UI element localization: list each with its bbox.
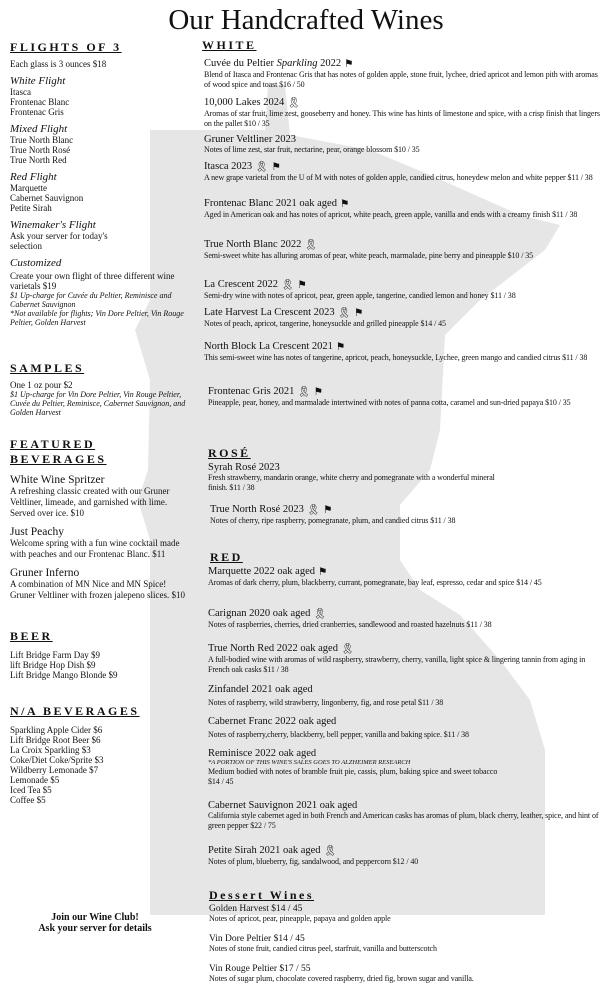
award-flag-icon: ⚑	[344, 59, 354, 70]
wine-name: Vin Rouge Peltier $17 / 55	[209, 964, 311, 974]
flights-intro: Each glass is 3 ounces $18	[10, 59, 107, 69]
award-ribbon-icon: 🎗	[313, 609, 327, 620]
mixed-flight-item: True North Red	[10, 155, 67, 165]
featured-heading: FEATURED BEVERAGES	[10, 437, 107, 466]
wine-desc: Notes of raspberry,cherry, blackberry, bell pepper, vanilla and baking spice. $11 / 38	[208, 730, 469, 739]
wine-name: Cabernet Franc 2022 oak aged	[208, 716, 337, 727]
beer-item: Lift Bridge Mango Blonde $9	[10, 670, 118, 680]
rose-heading: ROSÉ	[208, 446, 251, 460]
award-flag-icon: ⚑	[297, 280, 307, 291]
award-flag-icon: ⚑	[271, 162, 281, 173]
wine-name: True North Rosé 2023	[210, 504, 304, 515]
wine-entry	[208, 566, 602, 588]
wine-name: True North Blanc 2022	[204, 239, 302, 250]
wine-desc: A new grape varietal from the U of M with notes of golden apple, candied citrus, honeydew melon and white pepper $11 / 38	[204, 173, 593, 182]
custom-flight-note: $1 Up-charge for Cuvée du Peltier, Reminisce and Cabernet Sauvignon	[10, 291, 172, 309]
white-flight-title: White Flight	[10, 75, 66, 87]
charity-note: *A PORTION OF THIS WINE'S SALES GOES TO ALZHEIMER RESEARCH	[208, 759, 411, 766]
dessert-heading: Dessert Wines	[209, 888, 315, 902]
wine-name: Itasca 2023	[204, 161, 253, 172]
wine-entry	[208, 844, 602, 867]
na-item: Coke/Diet Coke/Sprite $3	[10, 755, 104, 765]
wine-entry	[208, 642, 602, 674]
wine-entry	[208, 684, 602, 708]
wine-name: Cabernet Sauvignon 2021 oak aged	[208, 800, 358, 811]
wine-entry	[208, 716, 602, 740]
wine-entry	[204, 341, 602, 363]
award-flag-icon: ⚑	[353, 308, 364, 319]
wine-entry	[208, 800, 602, 830]
wine-desc: Semi-dry wine with notes of apricot, pear, green apple, tangerine, candied lemon and honey $11 / 38	[204, 291, 516, 300]
left-column	[10, 40, 192, 805]
na-item: Lift Bridge Root Beer $6	[10, 735, 101, 745]
na-item: Iced Tea $5	[10, 785, 52, 795]
wine-entry	[204, 238, 602, 261]
white-flight-item: Itasca	[10, 87, 31, 97]
featured-name: White Wine Spritzer	[10, 474, 105, 486]
wine-style: Sparkling	[276, 58, 318, 69]
white-heading: WHITE	[202, 38, 257, 52]
award-ribbon-icon: 🎗	[337, 308, 351, 319]
na-item: Wildberry Lemonade $7	[10, 765, 99, 775]
wine-entry	[204, 58, 602, 89]
wine-desc: Aged in American oak and has notes of apricot, white peach, green apple, vanilla and ends with a creamy finish $11 / 38	[204, 210, 578, 219]
wine-desc: Notes of plum, blueberry, fig, sandalwood, and peppercorn $12 / 40	[208, 857, 419, 866]
wine-name: Frontenac Blanc 2021 oak aged	[204, 198, 337, 209]
wine-desc: Notes of lime zest, star fruit, nectarine, pear, orange blossom $10 / 35	[204, 145, 420, 154]
wine-desc: Notes of sugar plum, chocolate covered raspberry, dried fig, brown sugar and vanilla.	[209, 974, 474, 983]
wine-name: North Block La Crescent 2021	[204, 341, 333, 352]
award-flag-icon: ⚑	[323, 505, 333, 516]
wine-desc: Notes of raspberry, wild strawberry, lingonberry, fig, and rose petal $11 / 38	[208, 698, 444, 707]
red-heading: RED	[210, 550, 243, 564]
na-item: Lemonade $5	[10, 775, 60, 785]
wine-name: Frontenac Gris 2021	[208, 386, 295, 397]
beer-item: Lift Bridge Farm Day $9	[10, 650, 100, 660]
red-flight-item: Marquette	[10, 183, 47, 193]
wine-entry	[204, 306, 602, 329]
na-item: Coffee $5	[10, 795, 46, 805]
wine-entry	[208, 462, 602, 492]
wine-desc: Notes of cherry, ripe raspberry, pomegranate, plum, and candied citrus $11 / 38	[210, 516, 456, 525]
featured-name: Gruner Inferno	[10, 567, 80, 579]
na-item: Sparkling Apple Cider $6	[10, 725, 103, 735]
wine-desc: Blend of Itasca and Frontenac Gris that has notes of golden apple, stone fruit, lychee, dried apricot and lemon pith with aromas of wood spice and toast $16 / 50	[204, 70, 598, 89]
wine-name: Golden Harvest $14 / 45	[209, 904, 303, 914]
wine-desc: This semi-sweet wine has notes of tangerine, apricot, peach, honeysuckle, Lychee, green mango and candied citrus $11 / 38	[204, 353, 588, 362]
wine-desc: Aromas of dark cherry, plum, blackberry, currant, pomegranate, bay leaf, espresso, cedar and spice $14 / 45	[208, 578, 542, 587]
beer-heading: BEER	[10, 629, 53, 643]
beer-item: lift Bridge Hop Dish $9	[10, 660, 96, 670]
award-ribbon-icon: 🎗	[297, 387, 311, 398]
mixed-flight-item: True North Rosé	[10, 145, 71, 155]
wine-desc: Fresh strawberry, mandarin orange, white cherry and pomegranate with a wonderful mineral finish. $11 / 38	[208, 473, 495, 492]
featured-desc: Welcome spring with a fun wine cocktail made with peaches and our Frontenac Blanc. $11	[10, 538, 180, 559]
winemaker-flight-title: Winemaker's Flight	[10, 219, 96, 231]
custom-flight-desc: Create your own flight of three different wine varietals $19	[10, 271, 175, 291]
red-flight-item: Petite Sirah	[10, 203, 52, 213]
wine-desc: A full-bodied wine with aromas of wild raspberry, strawberry, cherry, vanilla, light spice & lingering tannin from aging in French oak casks $11 / 38	[208, 655, 586, 674]
award-ribbon-icon: 🎗	[287, 98, 301, 109]
wine-entry	[204, 160, 602, 183]
wine-name: La Crescent 2022	[204, 279, 279, 290]
award-ribbon-icon: 🎗	[340, 644, 355, 655]
wine-entry	[204, 96, 602, 128]
wine-name: Marquette 2022 oak aged	[208, 566, 316, 577]
wine-name: Vin Dore Peltier $14 / 45	[209, 934, 305, 944]
wine-desc: Notes of apricot, pear, pineapple, papaya and golden apple	[209, 914, 391, 923]
wine-entry	[208, 607, 602, 630]
wine-entry	[209, 964, 602, 984]
wine-name: Petite Sirah 2021 oak aged	[208, 845, 321, 856]
wine-name: Syrah Rosé 2023	[208, 462, 280, 473]
featured-desc: A refreshing classic created with our Gruner Veltliner, limeade, and garnished with lime. Served over ice. $10	[10, 486, 170, 518]
wine-name: True North Red 2022 oak aged	[208, 643, 338, 654]
featured-desc: A combination of MN Nice and MN Spice! Gruner Veltliner with frozen jalepeno slices. $10	[10, 579, 186, 600]
samples-note: $1 Up-charge for Vin Dore Peltier, Vin Rouge Peltier, Cuvée du Peltier, Reminisce, Cabernet Sauvignon, and Golden Harvest	[10, 390, 186, 417]
winemaker-flight-desc: Ask your server for today's selection	[10, 231, 108, 251]
wine-club-callout	[10, 912, 180, 934]
wine-name: Gruner Veltliner 2023	[204, 134, 296, 145]
wine-name: Carignan 2020 oak aged	[208, 608, 311, 619]
award-ribbon-icon: 🎗	[304, 240, 318, 251]
award-flag-icon: ⚑	[335, 342, 346, 353]
wine-desc: Notes of peach, apricot, tangerine, honeysuckle and grilled pineapple $14 / 45	[204, 319, 446, 328]
white-flight-item: Frontenac Blanc	[10, 97, 70, 107]
wine-club-line: Join our Wine Club!	[51, 912, 139, 923]
wine-year: 2022	[317, 58, 342, 69]
wine-desc: Notes of stone fruit, candied citrus peel, starfruit, vanilla and butterscotch	[209, 944, 437, 953]
samples-pour: One 1 oz pour $2	[10, 380, 73, 390]
wine-name: Reminisce 2022 oak aged	[208, 748, 317, 759]
white-flight-item: Frontenac Gris	[10, 107, 64, 117]
wine-desc: Notes of raspberries, cherries, dried cranberries, sandlewood and roasted hazelnuts $11 / 38	[208, 620, 492, 629]
wine-desc: Medium bodied with notes of bramble fruit pie, cassis, plum, baking spice and sweet tobacco $14 / 45	[208, 767, 498, 786]
red-flight-item: Cabernet Sauvignon	[10, 193, 84, 203]
wine-entry	[209, 904, 602, 924]
award-flag-icon: ⚑	[313, 387, 324, 398]
wine-club-line: Ask your server for details	[38, 923, 152, 934]
award-ribbon-icon: 🎗	[323, 846, 337, 857]
mixed-flight-title: Mixed Flight	[10, 123, 68, 135]
custom-flight-exclusions: *Not available for flights; Vin Dore Peltier, Vin Rouge Peltier, Golden Harvest	[10, 309, 184, 327]
award-flag-icon: ⚑	[318, 567, 328, 578]
right-column	[202, 38, 602, 983]
wine-entry	[204, 278, 602, 301]
wine-name: Zinfandel 2021 oak aged	[208, 684, 313, 695]
flights-heading: FLIGHTS OF 3	[10, 40, 122, 54]
featured-name: Just Peachy	[10, 526, 64, 538]
wine-desc: Pineapple, pear, honey, and marmalade intertwined with notes of panna cotta, caramel and sun-dried papaya $10 / 35	[208, 398, 571, 407]
red-flight-title: Red Flight	[10, 171, 57, 183]
award-ribbon-icon: 🎗	[306, 505, 321, 516]
wine-desc: California style cabernet aged in both French and American casks has aromas of plum, black cherry, leather, spice, and hint of green pepper $22 / 75	[208, 811, 599, 830]
award-ribbon-icon: 🎗	[281, 280, 295, 291]
wine-entry	[204, 134, 602, 155]
award-ribbon-icon: 🎗	[255, 162, 269, 173]
mixed-flight-item: True North Blanc	[10, 135, 74, 145]
wine-entry	[204, 198, 602, 220]
wine-entry	[210, 503, 602, 526]
wine-name: 10,000 Lakes 2024	[204, 97, 285, 108]
wine-name: Late Harvest La Crescent 2023	[204, 307, 335, 318]
wine-desc: Semi-sweet white has alluring aromas of pear, white peach, marmalade, pine berry and pineapple $10 / 35	[204, 251, 534, 260]
na-heading: N/A BEVERAGES	[10, 704, 140, 718]
na-item: La Croix Sparkling $3	[10, 745, 91, 755]
wine-entry	[208, 385, 602, 408]
samples-heading: SAMPLES	[10, 361, 85, 375]
custom-flight-title: Customized	[10, 257, 62, 269]
award-flag-icon: ⚑	[339, 199, 350, 210]
page-title: Our Handcrafted Wines	[168, 4, 444, 36]
wine-name: Cuvée du Peltier	[204, 58, 277, 69]
wine-entry	[208, 748, 602, 786]
wine-entry	[209, 934, 602, 954]
wine-desc: Aromas of star fruit, lime zest, gooseberry and honey. This wine has hints of limestone and spice, with a crisp finish that lingers on the pallet $10 / 35	[204, 109, 600, 128]
